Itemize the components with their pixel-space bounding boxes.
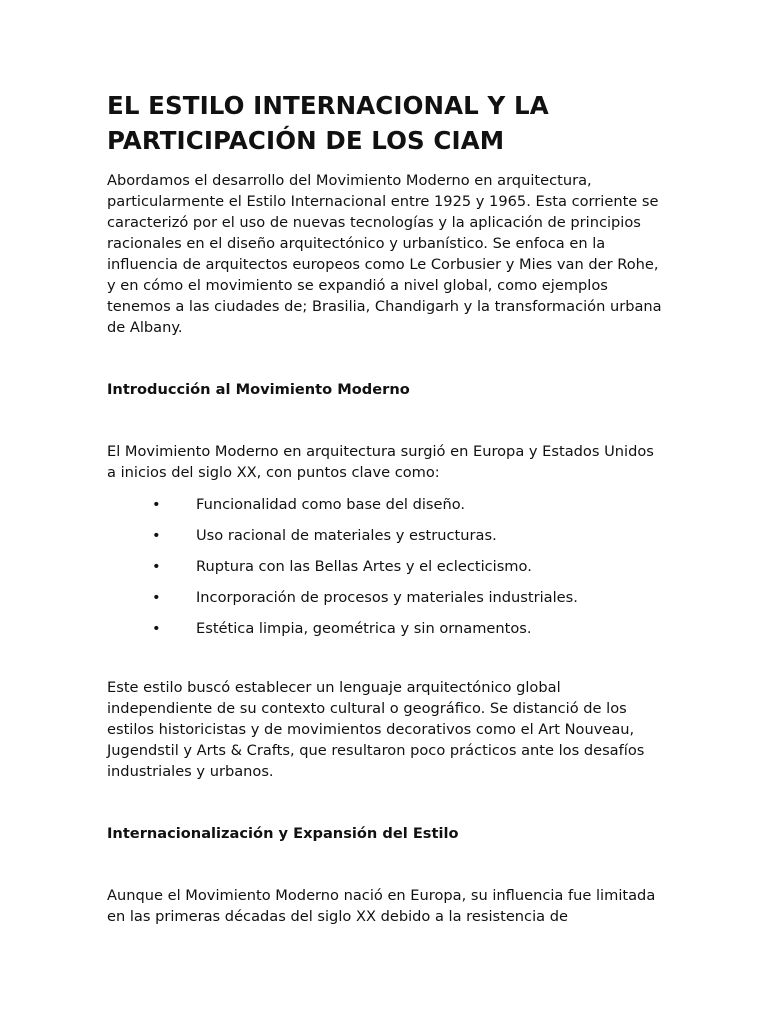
- list-item: [107, 618, 667, 649]
- bullet-icon: •: [152, 527, 161, 544]
- section-heading-introduccion: Introducción al Movimiento Moderno: [107, 381, 410, 398]
- bullet-icon: •: [152, 558, 161, 575]
- document-title: EL ESTILO INTERNACIONAL Y LA PARTICIPACIÓN DE LOS CIAM: [107, 91, 549, 155]
- list-item: [107, 587, 667, 618]
- section1-lead-paragraph: El Movimiento Moderno en arquitectura surgió en Europa y Estados Unidos a inicios del siglo XX, con puntos clave como:: [107, 443, 654, 481]
- intro-paragraph: Abordamos el desarrollo del Movimiento Moderno en arquitectura, particularmente el Estilo Internacional entre 1925 y 1965. Esta corriente se caracterizó por el uso de nuevas tecnologías y la aplicación de principios racionales en el diseño arquitectónico y urbanístico. Se enfoca en la influencia de arquitectos europeos como Le Corbusier y Mies van der Rohe, y en cómo el movimiento se expandió a nivel global, como ejemplos tenemos a las ciudades de; Brasilia, Chandigarh y la transformación urbana de Albany.: [107, 172, 662, 336]
- list-item: [107, 494, 667, 525]
- document-page: [107, 88, 667, 927]
- bullet-icon: •: [152, 620, 161, 637]
- bullet-icon: •: [152, 589, 161, 606]
- list-item-text: Incorporación de procesos y materiales industriales.: [196, 589, 578, 606]
- bullet-icon: •: [152, 496, 161, 513]
- list-item-text: Ruptura con las Bellas Artes y el eclecticismo.: [196, 558, 532, 575]
- key-points-list: [107, 494, 667, 649]
- list-item: [107, 556, 667, 587]
- section-heading-internacionalizacion: Internacionalización y Expansión del Estilo: [107, 825, 459, 842]
- section1-closing-paragraph: Este estilo buscó establecer un lenguaje arquitectónico global independiente de su contexto cultural o geográfico. Se distanció de los estilos historicistas y de movimientos decorativos como el Art Nouveau, Jugendstil y Arts & Crafts, que resultaron poco prácticos ante los desafíos industriales y urbanos.: [107, 679, 645, 780]
- section2-body-paragraph: Aunque el Movimiento Moderno nació en Europa, su influencia fue limitada en las primeras décadas del siglo XX debido a la resistencia de: [107, 887, 656, 925]
- list-item-text: Uso racional de materiales y estructuras.: [196, 527, 497, 544]
- list-item-text: Estética limpia, geométrica y sin ornamentos.: [196, 620, 532, 637]
- list-item: [107, 525, 667, 556]
- list-item-text: Funcionalidad como base del diseño.: [196, 496, 466, 513]
